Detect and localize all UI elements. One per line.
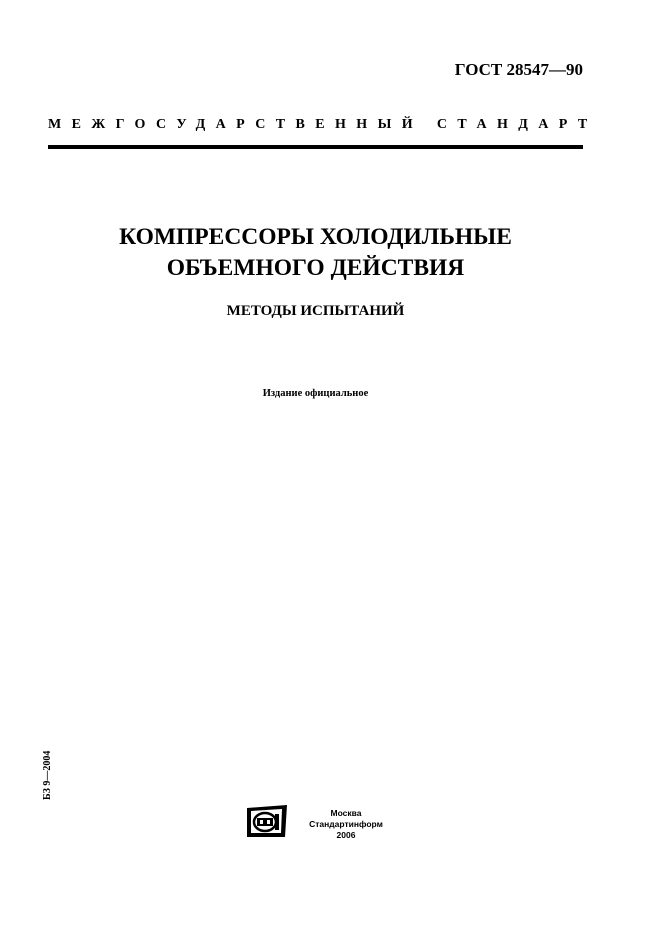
document-subtitle: МЕТОДЫ ИСПЫТАНИЙ xyxy=(226,303,405,319)
gost-code: ГОСТ 28547—90 xyxy=(454,60,583,79)
bz-code: БЗ 9—2004 xyxy=(42,750,53,800)
publisher-name: Стандартинформ xyxy=(309,819,383,829)
title-line-1: КОМПРЕССОРЫ ХОЛОДИЛЬНЫЕ xyxy=(119,224,512,250)
header-rule xyxy=(48,145,583,149)
document-title xyxy=(0,222,631,284)
edition-note: Издание официальное xyxy=(262,388,369,399)
standard-type-heading: МЕЖГОСУДАРСТВЕННЫЙ СТАНДАРТ xyxy=(48,117,598,132)
publisher-city: Москва xyxy=(330,808,362,818)
publisher-block xyxy=(300,808,392,841)
title-line-2: ОБЪЕМНОГО ДЕЙСТВИЯ xyxy=(166,255,465,281)
publisher-year: 2006 xyxy=(336,830,356,840)
standartinform-logo-icon xyxy=(245,804,289,838)
